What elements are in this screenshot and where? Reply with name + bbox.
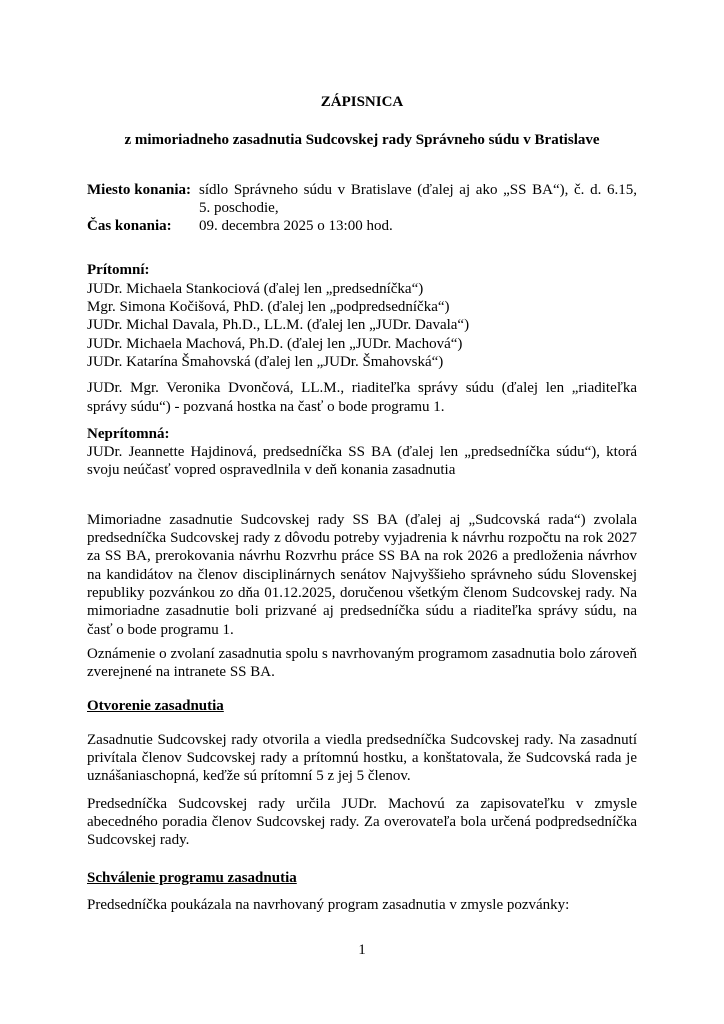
location-value-line1: sídlo Správneho súdu v Bratislave (ďalej aj ako „SS BA“), č. d. 6.15, — [199, 181, 637, 198]
present-member: Mgr. Simona Kočišová, PhD. (ďalej len „podpredsedníčka“) — [87, 299, 450, 316]
meeting-meta — [87, 181, 637, 236]
present-list — [87, 280, 637, 371]
time-value: 09. decembra 2025 o 13:00 hod. — [199, 218, 393, 235]
notice-paragraph: Oznámenie o zvolaní zasadnutia spolu s navrhovaným programom zasadnutia bolo zároveň zverejnené na intranete SS BA. — [87, 645, 637, 681]
present-member: JUDr. Katarína Šmahovská (ďalej len „JUDr. Šmahovská“) — [87, 353, 444, 370]
location-value-line2: 5. poschodie, — [199, 199, 279, 216]
present-member: JUDr. Michaela Machová, Ph.D. (ďalej len „JUDr. Machová“) — [87, 335, 463, 352]
meta-row-time — [87, 217, 637, 235]
convene-paragraph: Mimoriadne zasadnutie Sudcovskej rady SS BA (ďalej aj „Sudcovská rada“) zvolala predsedníčka Sudcovskej rady z dôvodu potreby vyjadrenia k návrhu rozpočtu na rok 2027 za SS BA, prerokovania návrhu Rozvrhu práce SS BA na rok 2026 a predloženia návrhov na kandidátov na členov disciplinárnych senátov Najvyššieho správneho súdu Slovenskej republiky pozvánkou zo dňa 01.12.2025, doručenou všetkým členom Sudcovskej rady. Na mimoriadne zasadnutie boli prizvané aj predsedníčka súdu a riaditeľka správy súdu, na časť o bode programu 1. — [87, 511, 637, 638]
document-content — [87, 93, 637, 914]
agenda-paragraph: Predsedníčka poukázala na navrhovaný program zasadnutia v zmysle pozvánky: — [87, 896, 570, 913]
agenda-heading: Schválenie programu zasadnutia — [87, 869, 297, 886]
guest-paragraph: JUDr. Mgr. Veronika Dvončová, LL.M., riaditeľka správy súdu (ďalej len „riaditeľka správy súdu“) - pozvaná hostka na časť o bode programu 1. — [87, 380, 637, 415]
scribe-paragraph: Predsedníčka Sudcovskej rady určila JUDr. Machovú za zapisovateľku v zmysle abecedného poradia členov Sudcovskej rady. Za overovateľa bola určená podpredsedníčka Sudcovskej rady. — [87, 795, 637, 849]
time-label: Čas konania: — [87, 218, 172, 235]
absent-paragraph: JUDr. Jeannette Hajdinová, predsedníčka SS BA (ďalej len „predsedníčka súdu“), ktorá svoju neúčasť vopred ospravedlnila v deň konania zasadnutia — [87, 444, 637, 479]
present-member: JUDr. Michal Davala, Ph.D., LL.M. (ďalej len „JUDr. Davala“) — [87, 317, 470, 334]
page-number: 1 — [358, 942, 366, 958]
location-label: Miesto konania: — [87, 181, 191, 198]
absent-heading: Neprítomná: — [87, 425, 170, 442]
meta-row-location — [87, 181, 637, 218]
present-heading: Prítomní: — [87, 262, 150, 279]
location-value — [199, 181, 637, 218]
document-subtitle: z mimoriadneho zasadnutia Sudcovskej rady Správneho súdu v Bratislave — [124, 132, 600, 149]
present-member: JUDr. Michaela Stankociová (ďalej len „predsedníčka“) — [87, 280, 424, 297]
document-title: ZÁPISNICA — [320, 94, 404, 110]
opening-heading: Otvorenie zasadnutia — [87, 698, 224, 715]
opening-paragraph: Zasadnutie Sudcovskej rady otvorila a viedla predsedníčka Sudcovskej rady. Na zasadnutí privítala členov Sudcovskej rady a prítomnú hostku, a konštatovala, že Sudcovská rada je uznášaniaschopná, keďže sú prítomní 5 z jej 5 členov. — [87, 731, 637, 785]
